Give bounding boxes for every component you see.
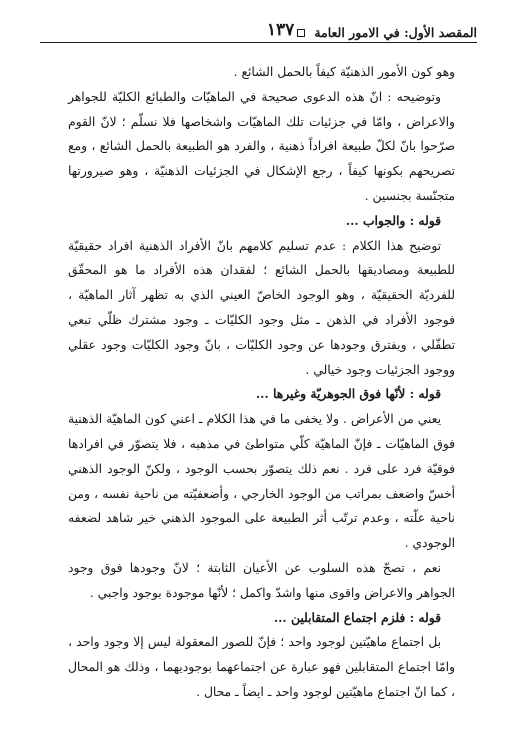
quote-heading: قوله : لأنّها فوق الجوهريّة وغيرها ... — [255, 386, 441, 402]
page-body — [68, 60, 455, 705]
header-rule — [40, 42, 477, 43]
paragraph: وتوضيحه : انّ هذه الدعوى صحيحة في الماهيّات والطبائع الكليّة للجواهر والاعراض ، وامّا في جزئيات تلك الماهيّات واشخاصها فلا نسلّم ؛ لانّ القوم صرّحوا بانّ لكلّ طبيعة افراداً ذهنية ، والفرد هو الطبيعة بالحمل الشائع ، ومع تصريحهم بكونها كيفاً ، رجع الإشكال في الجزئيات الذهنيّة ، وهو صيرورتها متجنّسة بجنسين . — [68, 89, 455, 203]
paragraph: بل اجتماع ماهيّتين لوجود واحد ؛ فإنّ للصور المعقولة ليس إلا وجود واحد ، وامّا اجتماع المتقابلين فهو عبارة عن اجتماعهما بوجوديهما ، وذلك هو المحال ، كما انّ اجتماع ماهيّتين لوجود واحد ـ ايضاً ـ محال . — [68, 635, 455, 699]
paragraph: توضيح هذا الكلام : عدم تسليم كلامهم بانّ الأفراد الذهنية افراد حقيقيّة للطبيعة ومصاديقها بالحمل الشائع ؛ لفقدان هذه الأفراد ما هو المحقّق للفرديّة الحقيقيّة ، وهو الوجود الخاصّ العيني الذي به تظهر آثار الماهيّة ، فوجود الأفراد في الذهن ـ مثل وجود الكليّات ـ وجود مشترك ظلّي تبعي تطفّلي ، ويفترق وجودها عن وجود الكليّات ، بانّ وجود الكليّات وجود عقلي ووجود الجزئيات وجود خيالي . — [68, 238, 455, 377]
header-title: المقصد الأول: في الامور العامة — [314, 25, 477, 40]
paragraph: نعم ، تصحّ هذه السلوب عن الأعيان الثابتة ؛ لانّ وجودها فوق وجود الجواهر والاعراض واقوى منها واشدّ واكمل ؛ لأنّها موجودة بوجود واجبي . — [68, 560, 455, 600]
running-header — [40, 18, 477, 40]
paragraph: وهو كون الأمور الذهنيّة كيفاً بالحمل الشائع . — [233, 65, 455, 79]
quote-heading: قوله : فلزم اجتماع المتقابلين ... — [273, 609, 441, 625]
square-ornament-icon — [297, 29, 305, 37]
paragraph: يعني من الأعراض . ولا يخفى ما في هذا الكلام ـ اعني كون الماهيّة الذهنية فوق الماهيّات ـ فإنّ الماهيّة كلّي متواطئ في مذهبه ، فلا يتصوّر في افرادها فوقيّة فرد على فرد . نعم ذلك يتصوّر بحسب الوجود ، ولكنّ الوجود الذهني أخسّ واضعف بمراتب من الوجود الخارجي ، وأضعفيّته من ناحية نفسه ، ومن ناحية علّته ، وعدم ترتّب أثر الطبيعة على الموجود الذهني خير شاهد لضعفه الوجودي . — [68, 412, 455, 551]
page-number: ١٣٧ — [266, 20, 295, 40]
quote-heading: قوله : والجواب ... — [345, 212, 441, 228]
